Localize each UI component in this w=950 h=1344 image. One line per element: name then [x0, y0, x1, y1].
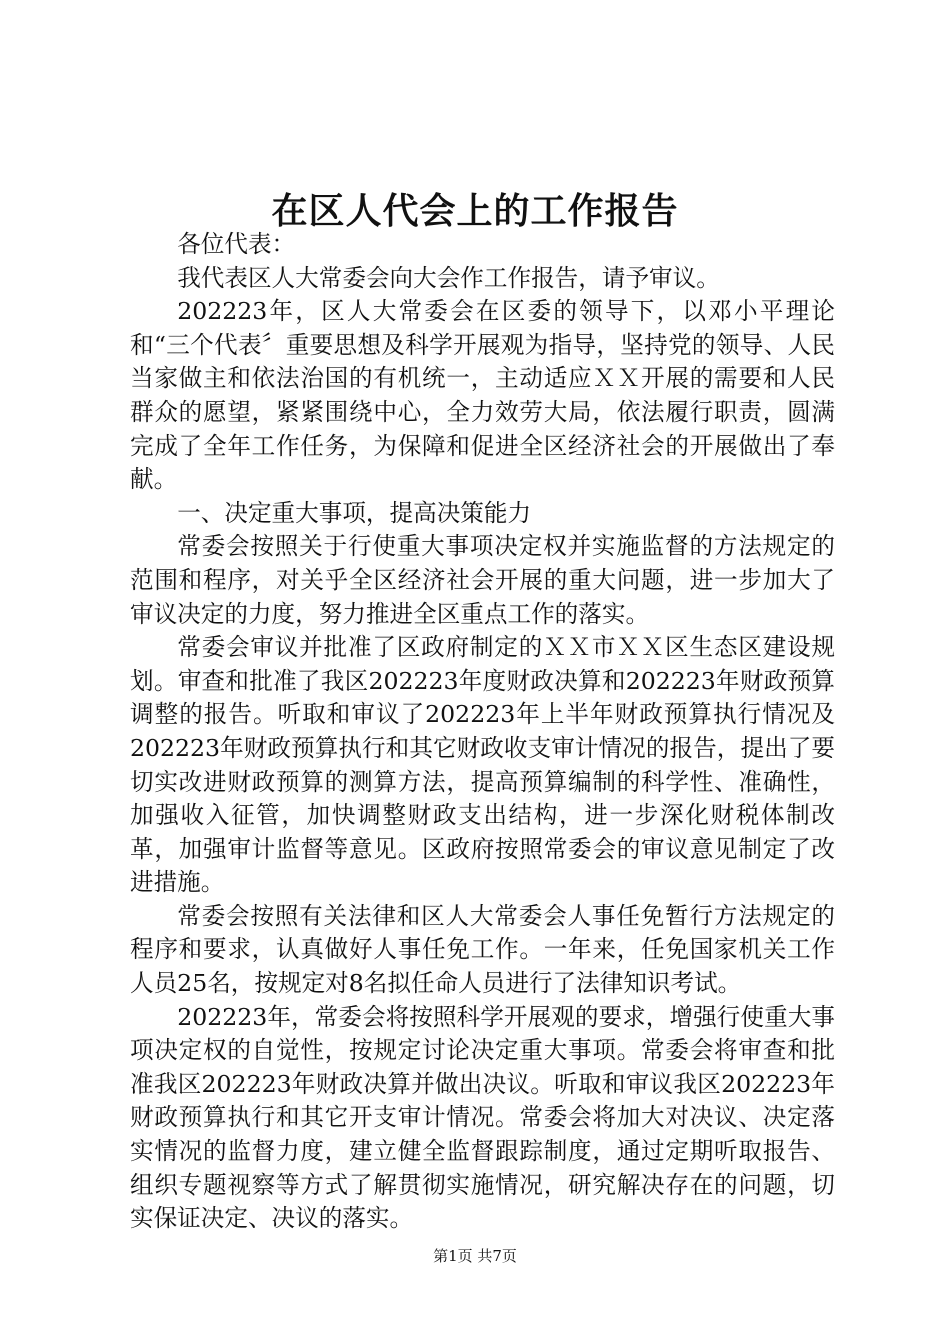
section-heading: 一、决定重大事项，提高决策能力 [177, 498, 532, 527]
document-body [130, 228, 835, 1236]
document-title: 在区人代会上的工作报告 [271, 190, 679, 232]
body-paragraph: 常委会按照有关法律和区人大常委会人事任免暂行方法规定的程序和要求，认真做好人事任免工作。一年来，任免国家机关工作人员25名，按规定对8名拟任命人员进行了法律知识考试。 [130, 901, 835, 998]
body-paragraph: 202223年，区人大常委会在区委的领导下，以邓小平理论和“三个代表〞重要思想及科学开展观为指导，坚持党的领导、人民当家做主和依法治国的有机统一，主动适应ＸＸ开展的需要和人民群众的愿望，紧紧围绕中心，全力效劳大局，依法履行职责，圆满完成了全年工作任务，为保障和促进全区经济社会的开展做出了奉献。 [130, 297, 835, 494]
page-footer: 第1页 共7页 [433, 1247, 517, 1265]
salutation: 各位代表： [177, 230, 296, 258]
body-paragraph: 常委会审议并批准了区政府制定的ＸＸ市ＸＸ区生态区建设规划。审查和批准了我区202223年度财政决算和202223年财政预算调整的报告。听取和审议了202223年上半年财政预算执行情况及202223年财政预算执行和其它财政收支审计情况的报告，提出了要切实改进财政预算的测算方法，提高预算编制的科学性、准确性，加强收入征管，加快调整财政支出结构，进一步深化财税体制改革，加强审计监督等意见。区政府按照常委会的审议意见制定了改进措施。 [130, 633, 835, 897]
body-paragraph: 常委会按照关于行使重大事项决定权并实施监督的方法规定的范围和程序，对关乎全区经济社会开展的重大问题，进一步加大了审议决定的力度，努力推进全区重点工作的落实。 [130, 532, 835, 628]
body-paragraph: 202223年，常委会将按照科学开展观的要求，增强行使重大事项决定权的自觉性，按规定讨论决定重大事项。常委会将审查和批准我区202223年财政决算并做出决议。听取和审议我区202223年财政预算执行和其它开支审计情况。常委会将加大对决议、决定落实情况的监督力度，建立健全监督跟踪制度，通过定期听取报告、组织专题视察等方式了解贯彻实施情况，研究解决存在的问题，切实保证决定、决议的落实。 [130, 1002, 835, 1233]
body-paragraph: 我代表区人大常委会向大会作工作报告，请予审议。 [177, 263, 720, 292]
